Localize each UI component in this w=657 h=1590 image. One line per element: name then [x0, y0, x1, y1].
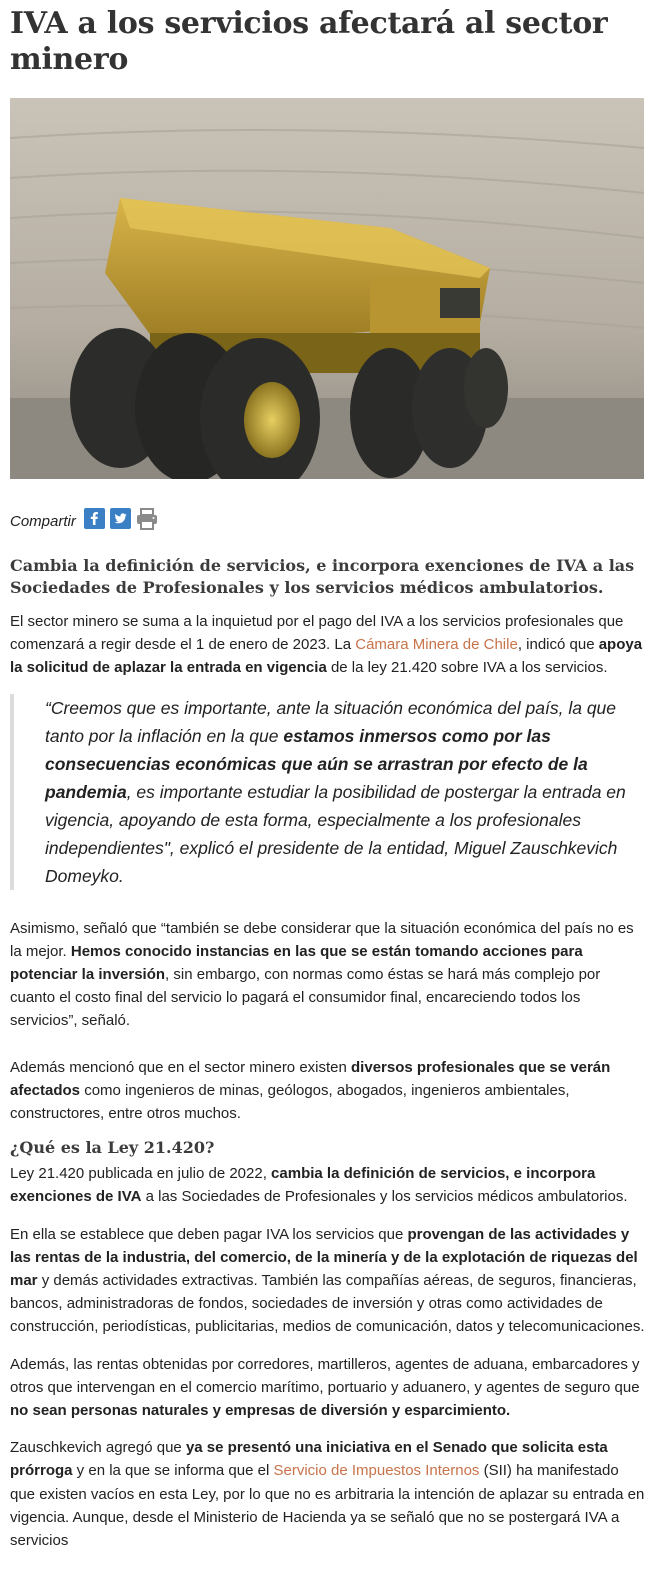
share-bar: [10, 509, 647, 533]
paragraph-7: Zauschkevich agregó que ya se presentó una iniciativa en el Senado que solicita esta prórroga y en la que se informa que el Servicio de Impuestos Internos (SII) ha manifestado que existen vacíos en esta Ley, por lo que no es arbitraria la intención de aplazar su entrada en vigencia. Aunque, desde el Ministerio de Hacienda ya se señaló que no se postergará IVA a servicios: [10, 1439, 645, 1550]
paragraph-3: Además mencionó que en el sector minero existen diversos profesionales que se verán afectados como ingenieros de minas, geólogos, abogados, ingenieros ambientales, constructores, entre otros muchos.: [10, 1058, 611, 1123]
article-subtitle: Cambia la definición de servicios, e incorpora exenciones de IVA a las Sociedades de Profesionales y los servicios médicos ambulatorios.: [10, 556, 635, 597]
paragraph-5: En ella se establece que deben pagar IVA los servicios que provengan de las actividades y las rentas de la industria, del comercio, de la minería y de la explotación de riquezas del mar y demás actividades extractivas. También las compañías aéreas, de seguros, financieras, bancos, administradoras de fondos, sociedades de inversión y otras como actividades de construcción, periodísticas, publicitarias, medios de comunicación, datos y telecomunicaciones.: [10, 1225, 645, 1336]
article: [0, 6, 657, 1552]
paragraph-6: Además, las rentas obtenidas por corredores, martilleros, agentes de aduana, embarcadores y otros que intervengan en el comercio marítimo, portuario y aduanero, y agentes de seguro que no sean personas naturales y empresas de diversión y esparcimiento.: [10, 1355, 640, 1420]
twitter-icon[interactable]: [110, 508, 131, 534]
hero-image-mining-truck: [10, 98, 644, 479]
paragraph-1: El sector minero se suma a la inquietud por el pago del IVA a los servicios profesionales que comenzará a regir desde el 1 de enero de 2023. La Cámara Minera de Chile, indicó que apoya la solicitud de aplazar la entrada en vigencia de la ley 21.420 sobre IVA a los servicios.: [10, 613, 643, 677]
camara-minera-link[interactable]: Cámara Minera de Chile: [355, 636, 518, 654]
print-icon[interactable]: [136, 508, 158, 535]
share-label: Compartir: [10, 512, 76, 530]
article-title: IVA a los servicios afectará al sector minero: [10, 6, 608, 77]
sii-link[interactable]: Servicio de Impuestos Internos: [273, 1462, 480, 1480]
facebook-icon[interactable]: [84, 508, 105, 534]
section-heading: ¿Qué es la Ley 21.420?: [10, 1138, 215, 1158]
quote-block: “Creemos que es importante, ante la situación económica del país, la que tanto por la inflación en la que estamos inmersos como por las consecuencias económicas que aún se arrastran por efecto de la pandemia, es importante estudiar la posibilidad de postergar la entrada en vigencia, apoyando de esta forma, especialmente a los profesionales independientes", explicó el presidente de la entidad, Miguel Zauschkevich Domeyko.: [10, 694, 647, 890]
paragraph-2: Asimismo, señaló que “también se debe considerar que la situación económica del país no es la mejor. Hemos conocido instancias en las que se están tomando acciones para potenciar la inversión, sin embargo, con normas como éstas se hará más complejo por cuanto el costo final del servicio lo pagará el consumidor final, encareciendo todos los servicios”, señaló.: [10, 919, 634, 1030]
paragraph-4: Ley 21.420 publicada en julio de 2022, cambia la definición de servicios, e incorpora exenciones de IVA a las Sociedades de Profesionales y los servicios médicos ambulatorios.: [10, 1165, 628, 1206]
